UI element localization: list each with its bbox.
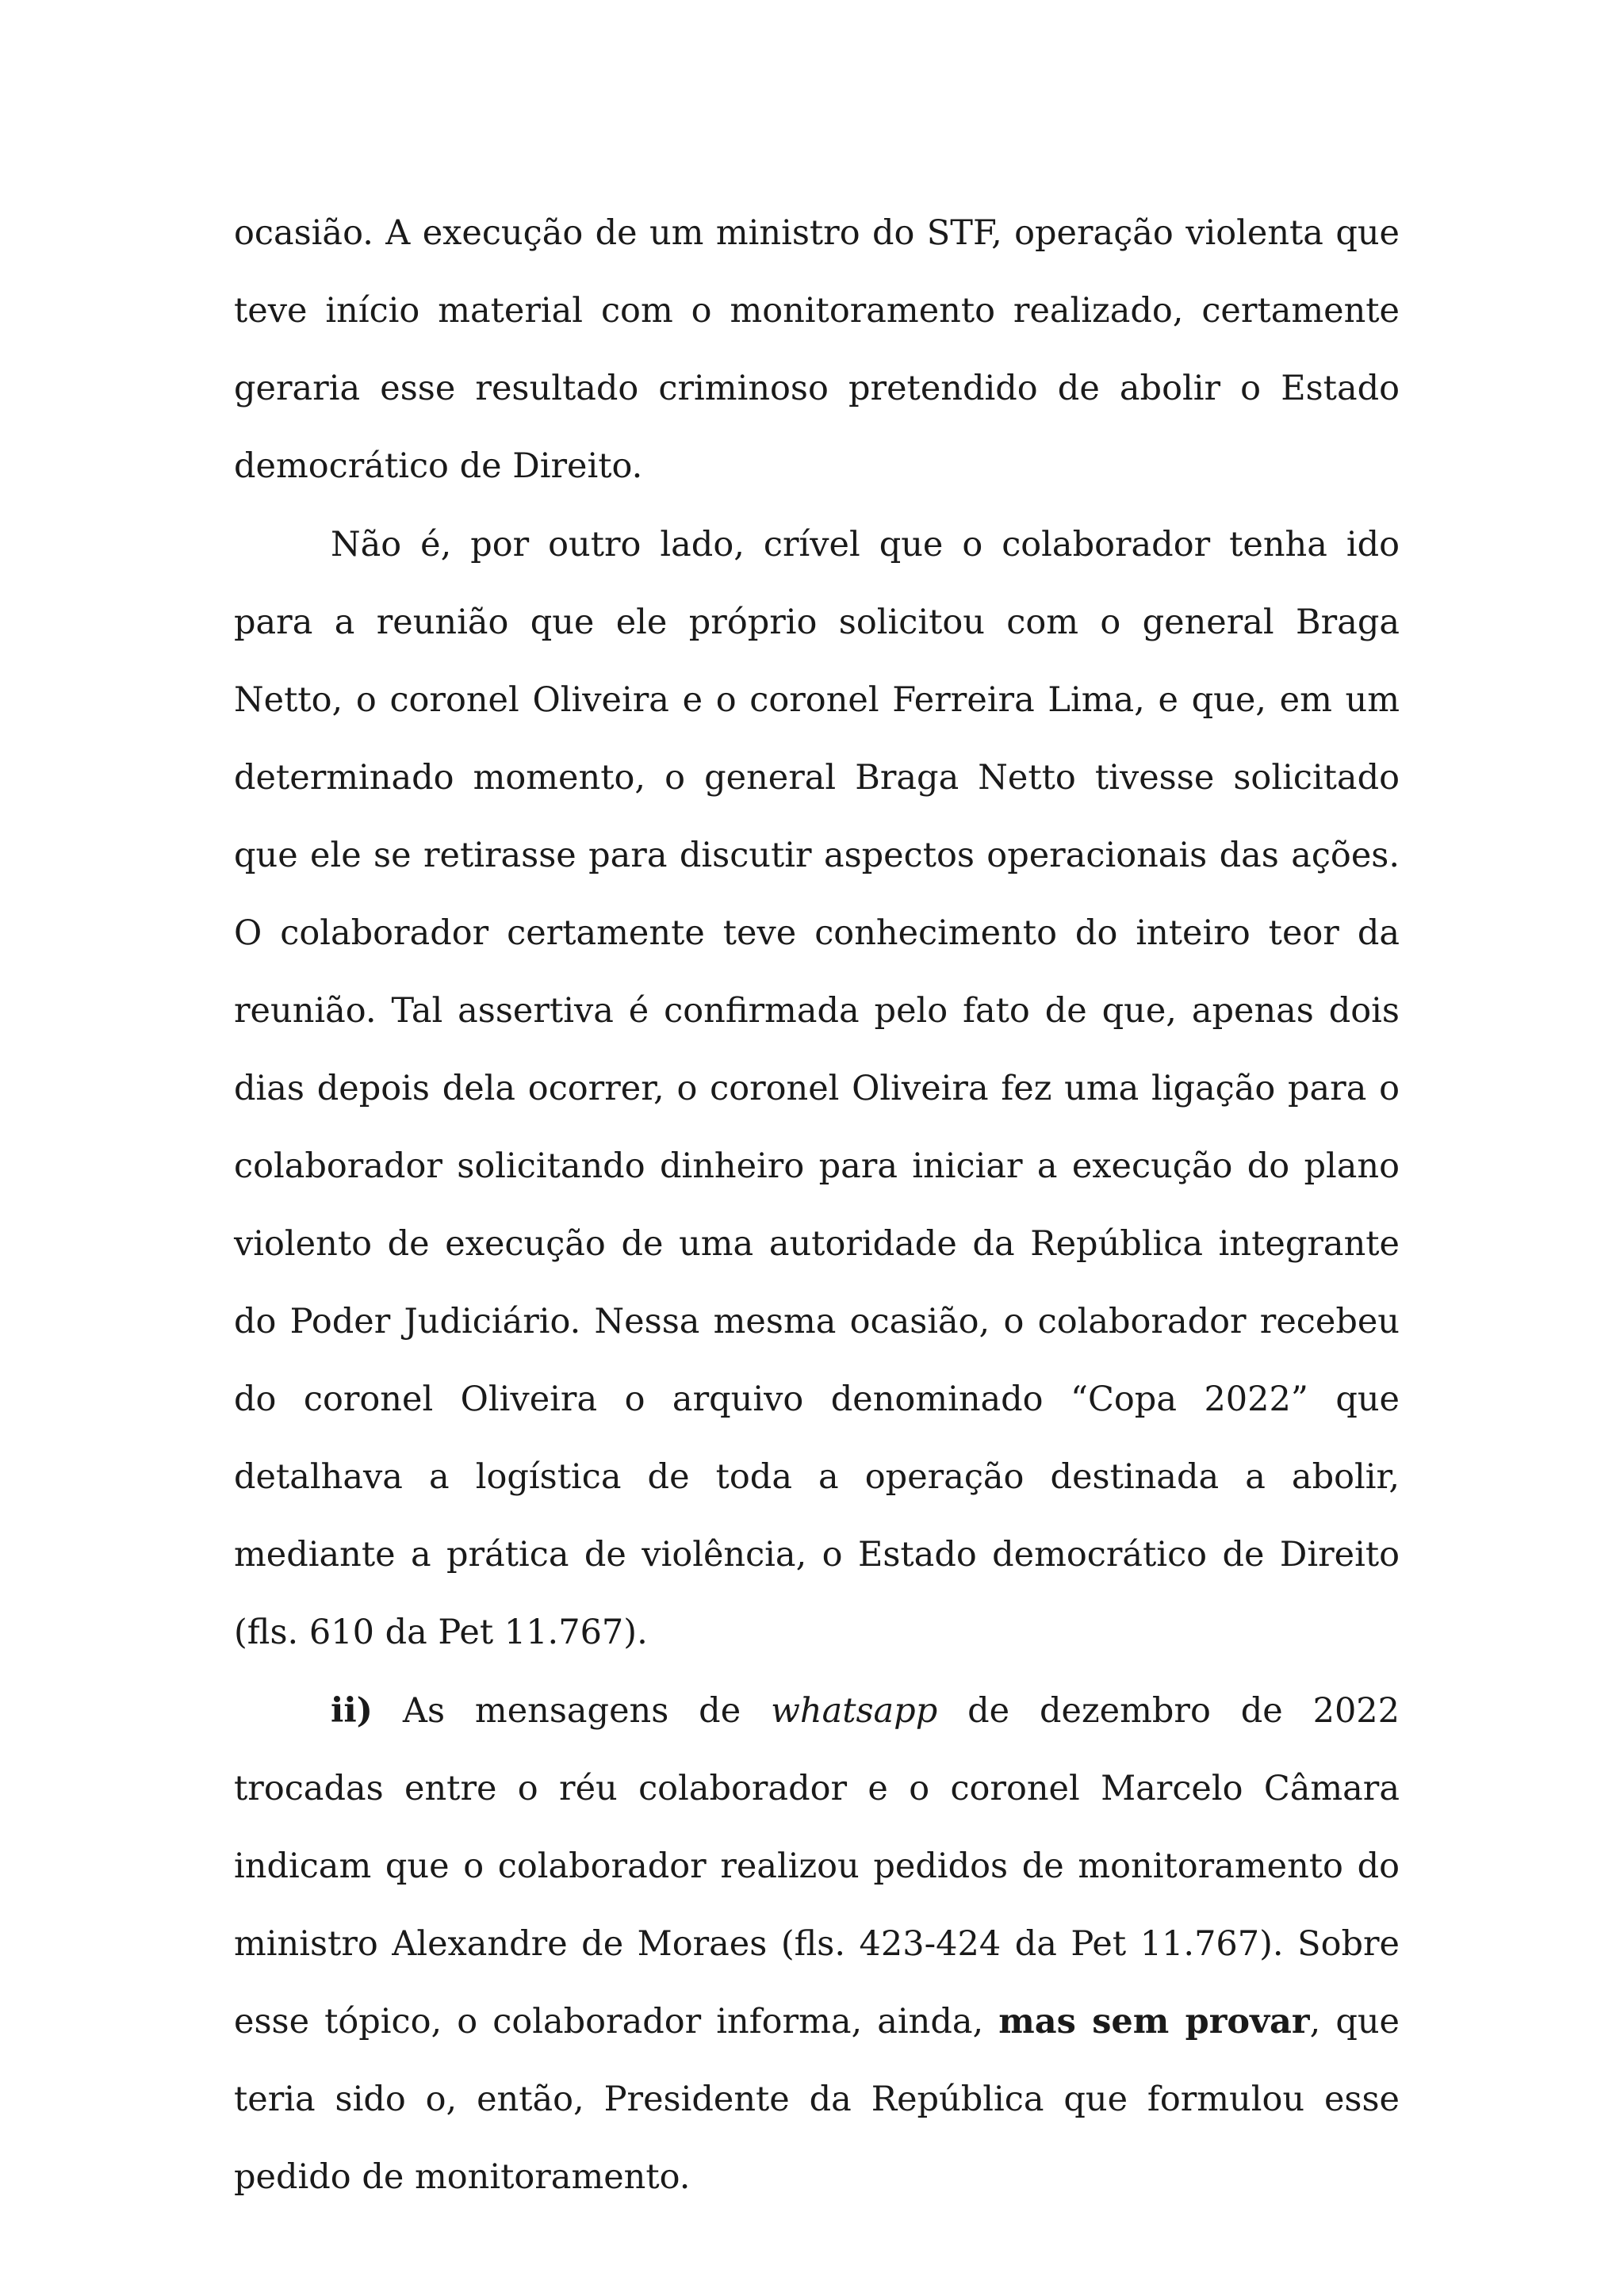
document-body [234, 194, 1400, 2217]
paragraph-3-text-c: , que teria sido o, então, Presidente da República que formulou esse pedido de monitoramento. [234, 2002, 1400, 2197]
item-marker: ii) [331, 1691, 373, 1731]
paragraph-1: ocasião. A execução de um ministro do STF, operação violenta que teve início material com o monitoramento realizado, certamente geraria esse resultado criminoso pretendido de abolir o Estado democrático de Direito. [234, 213, 1400, 486]
paragraph-2: Não é, por outro lado, crível que o colaborador tenha ido para a reunião que ele próprio solicitou com o general Braga Netto, o coronel Oliveira e o coronel Ferreira Lima, e que, em um determinado momento, o general Braga Netto tivesse solicitado que ele se retirasse para discutir aspectos operacionais das ações. O colaborador certamente teve conhecimento do inteiro teor da reunião. Tal assertiva é confirmada pelo fato de que, apenas dois dias depois dela ocorrer, o coronel Oliveira fez uma ligação para o colaborador solicitando dinheiro para iniciar a execução do plano violento de execução de uma autoridade da República integrante do Poder Judiciário. Nessa mesma ocasião, o colaborador recebeu do coronel Oliveira o arquivo denominado “Copa 2022” que detalhava a logística de toda a operação destinada a abolir, mediante a prática de violência, o Estado democrático de Direito (fls. 610 da Pet 11.767). [234, 525, 1400, 1652]
paragraph-3-text-a: As mensagens de [402, 1691, 741, 1731]
emphasized-term: whatsapp [771, 1691, 938, 1731]
paragraph-3 [234, 1672, 1400, 2216]
bold-phrase: mas sem provar [998, 2002, 1310, 2042]
paragraph-3-text-b: de dezembro de 2022 trocadas entre o réu colaborador e o coronel Marcelo Câmara indicam que o colaborador realizou pedidos de monitoramento do ministro Alexandre de Moraes (fls. 423-424 da Pet 11.767). Sobre esse tópico, o colaborador informa, ainda, [234, 1691, 1400, 2042]
